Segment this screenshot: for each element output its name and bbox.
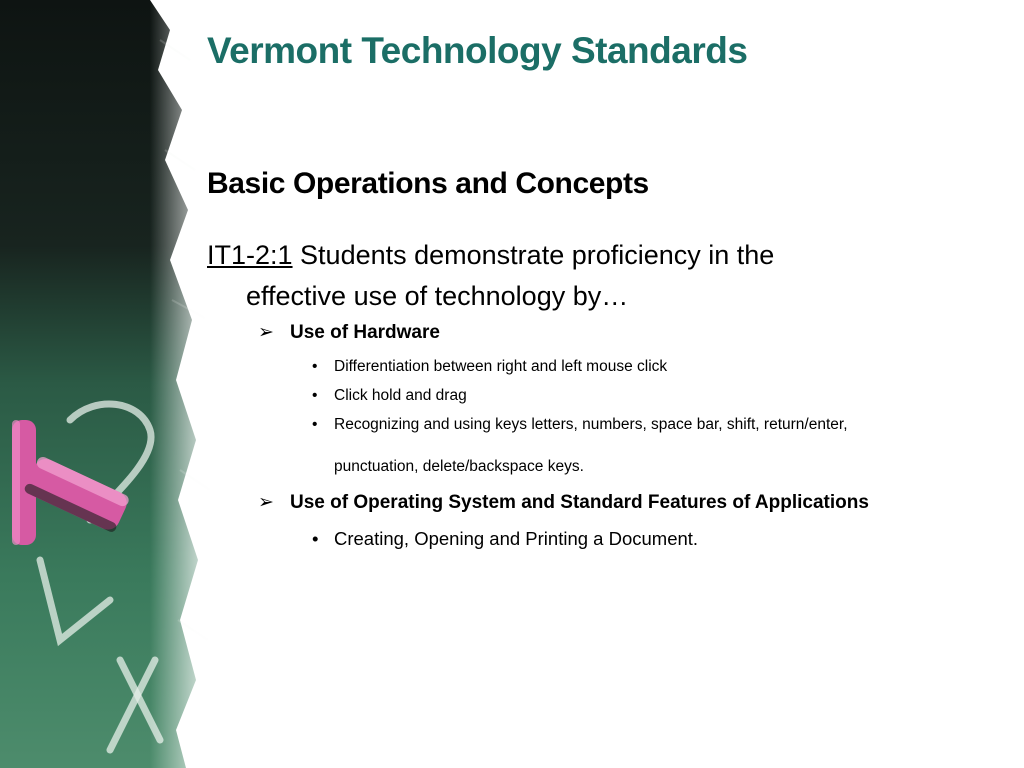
section-heading-label: Use of Operating System and Standard Features of Applications: [290, 492, 869, 513]
list-item: • Recognizing and using keys letters, numbers, space bar, shift, return/enter,: [312, 410, 848, 439]
section-subtitle: Basic Operations and Concepts: [207, 167, 649, 200]
list-item: • Creating, Opening and Printing a Document.: [312, 524, 698, 553]
chalkboard-image: [0, 0, 220, 768]
standard-text-line1: Students demonstrate proficiency in the: [292, 240, 775, 270]
arrowhead-bullet-icon: ➢: [258, 492, 274, 513]
list-item: • Click hold and drag: [312, 381, 848, 410]
section-heading-label: Use of Hardware: [290, 322, 440, 343]
standard-text-line2: effective use of technology by…: [246, 281, 629, 311]
list-item: • Differentiation between right and left mouse click: [312, 352, 848, 381]
standard-code: IT1-2:1: [207, 240, 293, 270]
section-heading-hardware: [258, 321, 440, 344]
standard-statement: [207, 235, 967, 317]
section-heading-operating-system: [258, 491, 869, 514]
arrowhead-bullet-icon: ➢: [258, 322, 274, 343]
hardware-bullet-list: [312, 352, 848, 439]
round-bullet-icon: •: [312, 528, 319, 549]
os-bullet-list: [312, 524, 698, 553]
round-bullet-icon: •: [312, 416, 318, 433]
slide-title: Vermont Technology Standards: [207, 30, 748, 71]
round-bullet-icon: •: [312, 358, 318, 375]
round-bullet-icon: •: [312, 387, 318, 404]
list-item-continuation: punctuation, delete/backspace keys.: [334, 458, 584, 475]
